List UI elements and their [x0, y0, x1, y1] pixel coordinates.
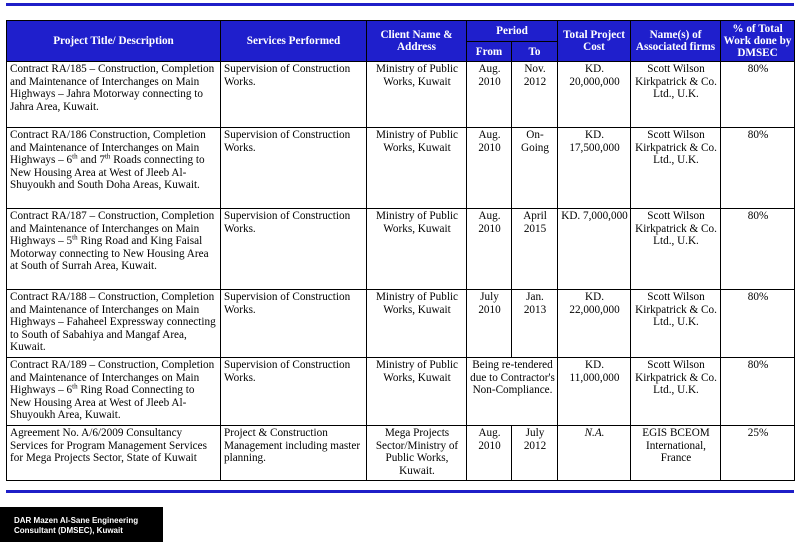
header-work-percent: % of Total Work done by DMSEC: [721, 21, 795, 62]
services-performed: Supervision of Construction Works.: [221, 209, 367, 290]
client-name: Ministry of Public Works, Kuwait: [367, 209, 467, 290]
project-cost: KD. 17,500,000: [558, 128, 631, 209]
table-row: [7, 128, 795, 209]
period-from: Aug. 2010: [467, 62, 512, 128]
services-performed: Supervision of Construction Works.: [221, 128, 367, 209]
period-to: On-Going: [512, 128, 558, 209]
work-percent: 80%: [721, 128, 795, 209]
bottom-rule: [6, 490, 794, 493]
project-title: Contract RA/189 – Construction, Completion and Maintenance of Interchanges on Main Highways – 6th Ring Road Connecting to New Housing Area at West of Jleeb Al-Shuyoukh Area, Kuwait.: [7, 358, 221, 426]
header-client: Client Name & Address: [367, 21, 467, 62]
project-cost: KD. 11,000,000: [558, 358, 631, 426]
company-footer: [0, 507, 163, 542]
services-performed: Supervision of Construction Works.: [221, 62, 367, 128]
period-to: Jan. 2013: [512, 290, 558, 358]
footer-line-2: Consultant (DMSEC), Kuwait: [14, 526, 123, 535]
project-cost: KD. 22,000,000: [558, 290, 631, 358]
period-to: July 2012: [512, 426, 558, 481]
period-from: Aug. 2010: [467, 426, 512, 481]
header-firms: Name(s) of Associated firms: [631, 21, 721, 62]
project-title: Contract RA/185 – Construction, Completion and Maintenance of Interchanges on Main Highways – Jahra Motorway connecting to Jahra Area, Kuwait.: [7, 62, 221, 128]
period-to: Nov. 2012: [512, 62, 558, 128]
project-title: Contract RA/187 – Construction, Completion and Maintenance of Interchanges on Main Highways – 5th Ring Road and King Faisal Motorway connecting to New Housing Area at South of Surrah Area, Kuwait.: [7, 209, 221, 290]
header-period: Period: [467, 21, 558, 42]
header-to: To: [512, 42, 558, 62]
work-percent: 25%: [721, 426, 795, 481]
project-title: Agreement No. A/6/2009 Consultancy Services for Program Management Services for Mega Projects Sector, State of Kuwait: [7, 426, 221, 481]
period-from: Aug. 2010: [467, 209, 512, 290]
project-cost: N.A.: [558, 426, 631, 481]
project-title: Contract RA/186 Construction, Completion and Maintenance of Interchanges on Main Highways – 6th and 7th Roads connecting to New Housing Area at West of Jleeb Al-Shuyoukh and South Doha Areas, Kuwait.: [7, 128, 221, 209]
header-project-title: Project Title/ Description: [7, 21, 221, 62]
associated-firms: Scott Wilson Kirkpatrick & Co. Ltd., U.K.: [631, 128, 721, 209]
footer-line-1: DAR Mazen Al-Sane Engineering: [14, 516, 139, 525]
client-name: Ministry of Public Works, Kuwait: [367, 358, 467, 426]
project-cost: KD. 20,000,000: [558, 62, 631, 128]
table-row: [7, 426, 795, 481]
table-row: [7, 209, 795, 290]
period-note: Being re-tendered due to Contractor's Non-Compliance.: [467, 358, 558, 426]
project-title: Contract RA/188 – Construction, Completion and Maintenance of Interchanges on Main Highways – Fahaheel Expressway connecting to South of Sabahiya and Mangaf Area, Kuwait.: [7, 290, 221, 358]
work-percent: 80%: [721, 358, 795, 426]
services-performed: Project & Construction Management including master planning.: [221, 426, 367, 481]
client-name: Ministry of Public Works, Kuwait: [367, 128, 467, 209]
client-name: Ministry of Public Works, Kuwait: [367, 62, 467, 128]
services-performed: Supervision of Construction Works.: [221, 290, 367, 358]
period-from: Aug. 2010: [467, 128, 512, 209]
period-from: July 2010: [467, 290, 512, 358]
associated-firms: EGIS BCEOM International, France: [631, 426, 721, 481]
header-cost: Total Project Cost: [558, 21, 631, 62]
services-performed: Supervision of Construction Works.: [221, 358, 367, 426]
client-name: Mega Projects Sector/Ministry of Public Works, Kuwait.: [367, 426, 467, 481]
table-row: [7, 290, 795, 358]
projects-table: [6, 20, 795, 481]
table-row: [7, 62, 795, 128]
associated-firms: Scott Wilson Kirkpatrick & Co. Ltd., U.K.: [631, 62, 721, 128]
work-percent: 80%: [721, 62, 795, 128]
associated-firms: Scott Wilson Kirkpatrick & Co. Ltd., U.K.: [631, 209, 721, 290]
header-services: Services Performed: [221, 21, 367, 62]
top-rule: [6, 3, 794, 6]
work-percent: 80%: [721, 290, 795, 358]
project-cost: KD. 7,000,000: [558, 209, 631, 290]
header-from: From: [467, 42, 512, 62]
period-to: April 2015: [512, 209, 558, 290]
client-name: Ministry of Public Works, Kuwait: [367, 290, 467, 358]
work-percent: 80%: [721, 209, 795, 290]
associated-firms: Scott Wilson Kirkpatrick & Co. Ltd., U.K.: [631, 358, 721, 426]
associated-firms: Scott Wilson Kirkpatrick & Co. Ltd., U.K.: [631, 290, 721, 358]
table-row: [7, 358, 795, 426]
